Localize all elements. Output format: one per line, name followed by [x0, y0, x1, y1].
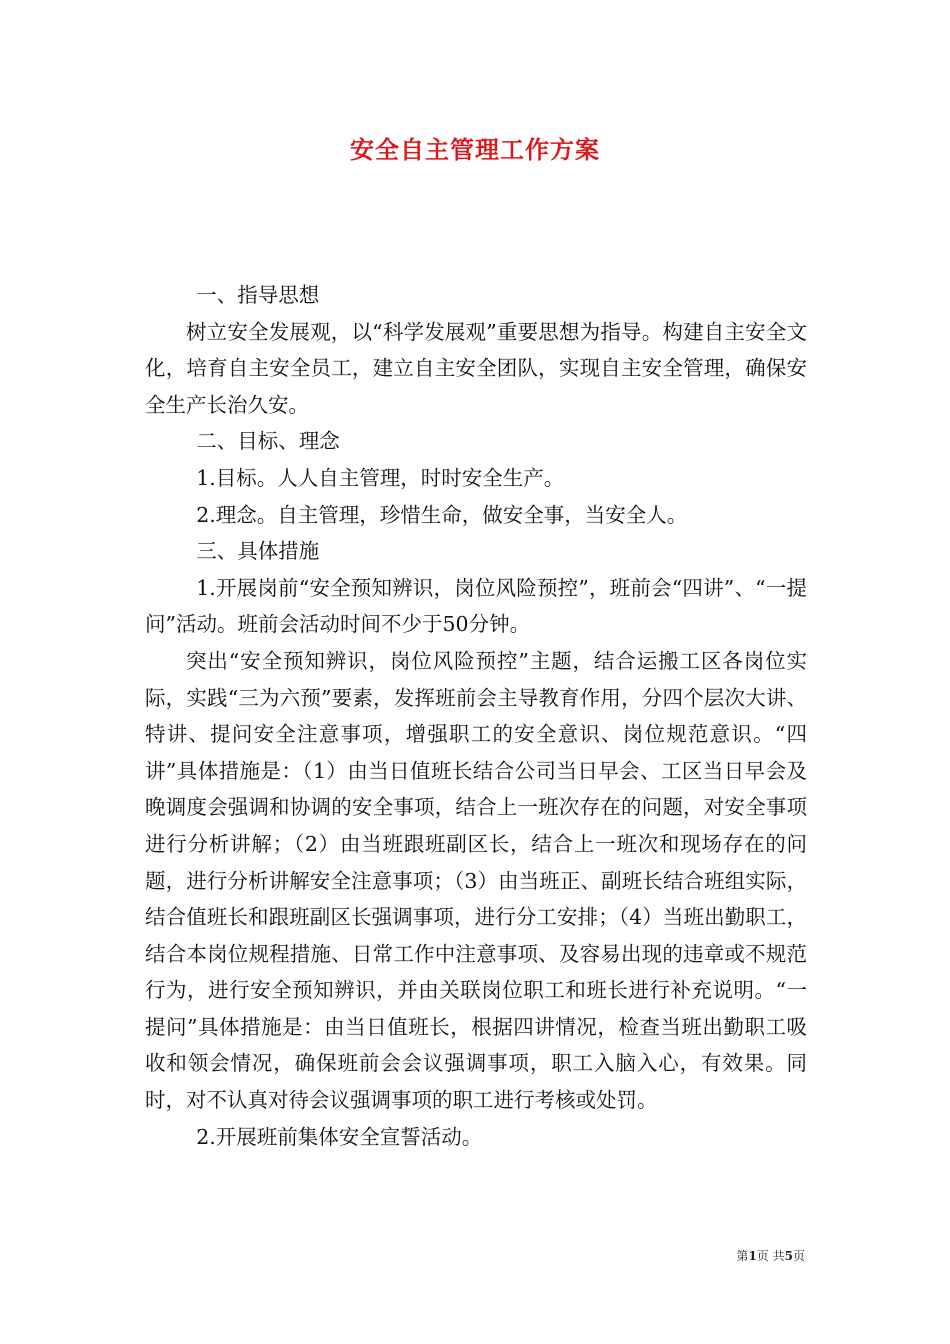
- section-heading-measures: 三、具体措施: [196, 539, 320, 564]
- page-title: 安全自主管理工作方案: [350, 135, 600, 164]
- page-footer: [736, 1248, 805, 1264]
- footer-suffix: 页: [792, 1249, 805, 1263]
- footer-prefix: 第: [736, 1249, 749, 1263]
- paragraph-concept: 2.理念。自主管理，珍惜生命，做安全事，当安全人。: [196, 502, 688, 527]
- paragraph-measure-1-details: 突出“安全预知辨识，岗位风险预控”主题，结合运搬工区各岗位实际，实践“三为六预”要素，发挥班前会主导教育作用，分四个层次大讲、特讲、提问安全注意事项，增强职工的安全意识、岗位规范意识。“四讲”具体措施是：（1）由当日值班长结合公司当日早会、工区当日早会及晚调度会强调和协调的安全事项，结合上一班次存在的问题，对安全事项进行分析讲解；（2）由当班跟班副区长，结合上一班次和现场存在的问题，进行分析讲解安全注意事项；（3）由当班正、副班长结合班组实际，结合值班长和跟班副区长强调事项，进行分工安排；（4）当班出勤职工，结合本岗位规程措施、日常工作中注意事项、及容易出现的违章或不规范行为，进行安全预知辨识，并由关联岗位职工和班长进行补充说明。“一提问”具体措施是：由当日值班长，根据四讲情况，检查当班出勤职工吸收和领会情况，确保班前会会议强调事项，职工入脑入心，有效果。同时，对不认真对待会议强调事项的职工进行考核或处罚。: [145, 648, 807, 1113]
- section-heading-guiding-thought: 一、指导思想: [196, 283, 320, 307]
- footer-current-page: 1: [748, 1249, 757, 1263]
- section-heading-goals-concepts: 二、目标、理念: [196, 429, 340, 454]
- document-body: [145, 277, 807, 1155]
- paragraph-measure-1: 1.开展岗前“安全预知辨识，岗位风险预控”，班前会“四讲”、“一提问”活动。班前会活动时间不少于50分钟。: [145, 575, 807, 637]
- footer-middle: 页 共: [756, 1249, 785, 1263]
- footer-total-pages: 5: [784, 1249, 793, 1263]
- paragraph-measure-2: 2.开展班前集体安全宣誓活动。: [196, 1124, 483, 1149]
- paragraph-goal: 1.目标。人人自主管理，时时安全生产。: [196, 465, 565, 490]
- paragraph-guiding-thought: 树立安全发展观，以“科学发展观”重要思想为指导。构建自主安全文化，培育自主安全员工，建立自主安全团队，实现自主安全管理，确保安全生产长治久安。: [145, 319, 807, 417]
